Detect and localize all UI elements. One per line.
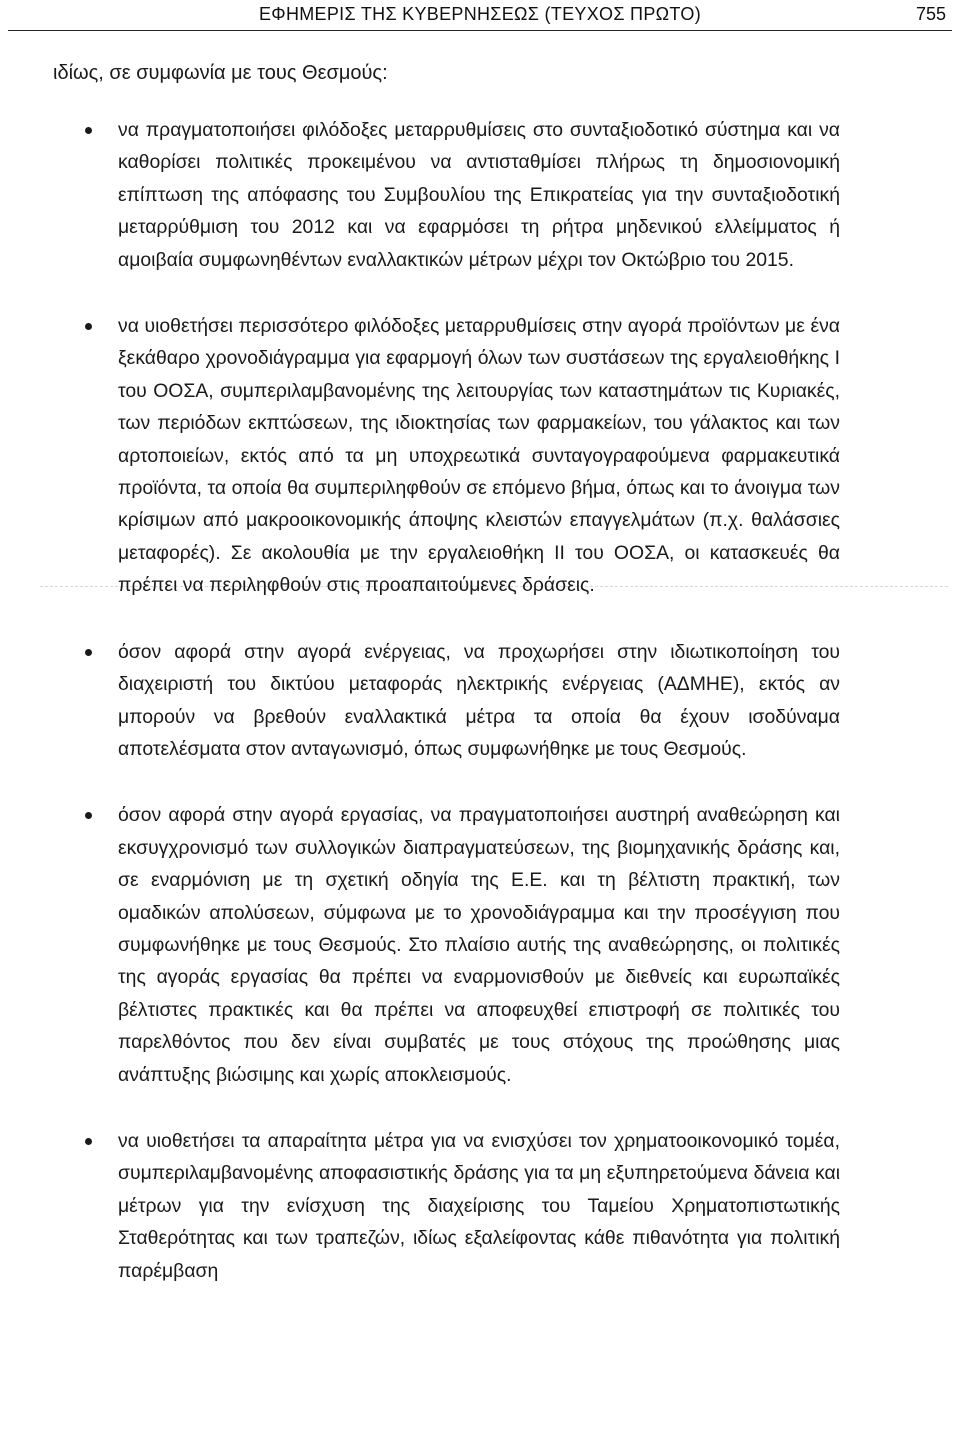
page-number: 755 [915,4,946,24]
scanned-page [40,38,948,1438]
bullet-marker [85,1138,92,1145]
bullet-marker [85,812,92,819]
intro-text: ιδίως, σε συμφωνία με τους Θεσμούς: [53,62,388,84]
bullet-text: να πραγματοποιήσει φιλόδοξες μεταρρυθμίσεις στο συνταξιοδοτικό σύστημα και να καθορίσει πολιτικές προκειμένου να αντισταθμίσει πλήρως τη δημοσιονομική επίπτωση της απόφασης του Συμβουλίου της Επικρατείας για την συνταξιοδοτική μεταρρύθμιση του 2012 και να εφαρμόσει τη ρήτρα μηδενικού ελλείμματος ή αμοιβαία συμφωνηθέντων εναλλακτικών μέτρων μέχρι τον Οκτώβριο του 2015. [118,119,840,271]
gazette-title: ΕΦΗΜΕΡΙΣ ΤΗΣ ΚΥΒΕΡΝΗΣΕΩΣ (ΤΕΥΧΟΣ ΠΡΩΤΟ) [258,4,701,24]
header-rule [8,30,952,31]
bullet-financial-sector [40,1125,948,1287]
page-header [0,0,960,30]
bullet-marker [85,649,92,656]
bullet-text: όσον αφορά στην αγορά ενέργειας, να προχωρήσει στην ιδιωτικοποίηση του διαχειριστή του δικτύου μεταφοράς ηλεκτρικής ενέργειας (ΑΔΜΗΕ), εκτός αν μπορούν να βρεθούν εναλλακτικά μέτρα τα οποία θα έχουν ισοδύναμα αποτελέσματα στον ανταγωνισμό, όπως συμφωνήθηκε με τους Θεσμούς. [118,640,840,760]
bullet-product-market [40,310,948,602]
bullet-labour-market [40,799,948,1091]
bullet-energy-market [40,636,948,766]
bullet-pension-reform [40,114,948,276]
bullet-text: να υιοθετήσει περισσότερο φιλόδοξες μεταρρυθμίσεις στην αγορά προϊόντων με ένα ξεκάθαρο χρονοδιάγραμμα για εφαρμογή όλων των συστάσεων της εργαλειοθήκης I του ΟΟΣΑ, συμπεριλαμβανομένης της λειτουργίας των καταστημάτων τις Κυριακές, των περιόδων εκπτώσεων, της ιδιοκτησίας των φαρμακείων, του γάλακτος και των αρτοποιείων, εκτός από τα μη υποχρεωτικά συνταγογραφούμενα φαρμακευτικά προϊόντα, τα οποία θα συμπεριληφθούν σε επόμενο βήμα, όπως και το άνοιγμα των κρίσιμων από μακροοικονομικής άποψης κλειστών επαγγελμάτων (π.χ. θαλάσσιες μεταφορές). Σε ακολουθία με την εργαλειοθήκη II του ΟΟΣΑ, οι κατασκευές θα πρέπει να περιληφθούν στις προαπαιτούμενες δράσεις. [118,315,840,597]
bullet-list [40,114,948,1321]
bullet-marker [85,127,92,134]
bullet-text: να υιοθετήσει τα απαραίτητα μέτρα για να ενισχύσει τον χρηματοοικονομικό τομέα, συμπεριλαμβανομένης αποφασιστικής δράσης για τα μη εξυπηρετούμενα δάνεια και μέτρων για την ενίσχυση της διαχείρισης του Ταμείου Χρηματοπιστωτικής Σταθερότητας και των τραπεζών, ιδίως εξαλείφοντας κάθε πιθανότητα για πολιτική παρέμβαση [118,1129,840,1282]
bullet-text: όσον αφορά στην αγορά εργασίας, να πραγματοποιήσει αυστηρή αναθεώρηση και εκσυγχρονισμό των συλλογικών διαπραγματεύσεων, της βιομηχανικής δράσης και, σε εναρμόνιση με τη σχετική οδηγία της Ε.Ε. και τη βέλτιστη πρακτική, των ομαδικών απολύσεων, σύμφωνα με το χρονοδιάγραμμα και την προσέγγιση που συμφωνήθηκε με τους Θεσμούς. Στο πλαίσιο αυτής της αναθεώρησης, οι πολιτικές της αγοράς εργασίας θα πρέπει να εναρμονισθούν με διεθνείς και ευρωπαϊκές βέλτιστες πρακτικές και θα πρέπει να αποφευχθεί επιστροφή σε πολιτικές του παρελθόντος που δεν είναι συμβατές με τους στόχους της προώθησης μιας ανάπτυξης βιώσιμης και χωρίς αποκλεισμούς. [118,804,840,1086]
bullet-marker [85,323,92,330]
